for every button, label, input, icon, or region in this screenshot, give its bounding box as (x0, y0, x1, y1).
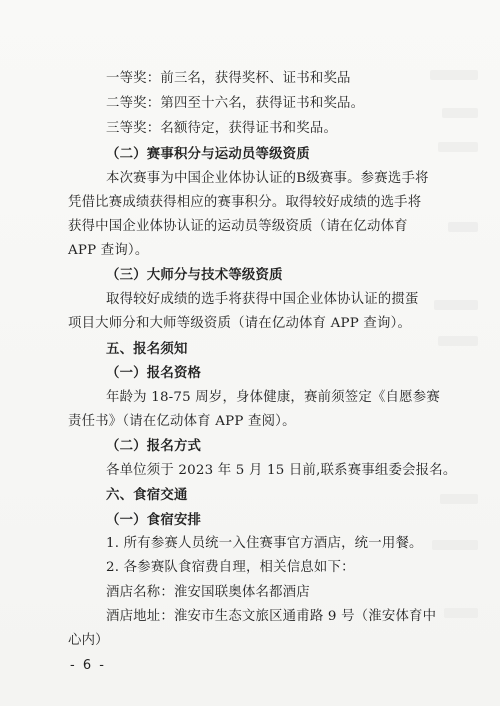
paragraph-line: 取得较好成绩的选手将获得中国企业体协认证的掼蛋 (106, 292, 419, 307)
list-item: 2. 各参赛队食宿费自理，相关信息如下： (106, 560, 355, 575)
paragraph-line: APP 查询）。 (68, 243, 149, 258)
paragraph-line: 本次赛事为中国企业体协认证的B级赛事。参赛选手将 (106, 171, 429, 186)
paragraph-line: 获得中国企业体协认证的运动员等级资质（请在亿动体育 (68, 219, 408, 234)
award-first-place: 一等奖：前三名，获得奖杯、证书和奖品 (106, 71, 351, 86)
bleed-mark (438, 142, 478, 152)
page-number: - 6 - (70, 658, 106, 673)
award-third-place: 三等奖：名额待定，获得证书和奖品。 (106, 121, 338, 136)
bleed-mark (444, 608, 478, 618)
hotel-address-continued: 心内） (68, 633, 109, 648)
section-heading-master-points: （三）大师分与技术等级资质 (106, 267, 283, 283)
section-heading-accommodation-transport: 六、食宿交通 (106, 487, 188, 503)
bleed-mark (442, 108, 478, 118)
subheading-registration-method: （二）报名方式 (106, 438, 202, 454)
award-second-place: 二等奖：第四至十六名，获得证书和奖品。 (106, 96, 365, 111)
subheading-eligibility: （一）报名资格 (106, 365, 202, 381)
section-heading-registration: 五、报名须知 (106, 341, 188, 357)
bleed-mark (448, 222, 478, 232)
paragraph-line: 责任书》（请在亿动体育 APP 查阅）。 (68, 414, 296, 429)
paragraph-line: 凭借比赛成绩获得相应的赛事积分。取得较好成绩的选手将 (68, 195, 422, 210)
hotel-name: 酒店名称：淮安国联奥体名都酒店 (106, 585, 310, 600)
paragraph-line: 各单位须于 2023 年 5 月 15 日前,联系赛事组委会报名。 (106, 463, 457, 478)
subheading-accommodation: （一）食宿安排 (106, 512, 202, 528)
bleed-mark (438, 336, 478, 346)
paragraph-line: 年龄为 18-75 周岁，身体健康，赛前须签定《自愿参赛 (106, 390, 440, 405)
list-item: 1. 所有参赛人员统一入住赛事官方酒店，统一用餐。 (106, 536, 423, 551)
paragraph-line: 项目大师分和大师等级资质（请在亿动体育 APP 查询）。 (68, 316, 412, 331)
bleed-mark (440, 494, 478, 504)
section-heading-points: （二）赛事积分与运动员等级资质 (106, 146, 310, 162)
hotel-address: 酒店地址：淮安市生态文旅区通甫路 9 号（淮安体育中 (106, 609, 437, 624)
